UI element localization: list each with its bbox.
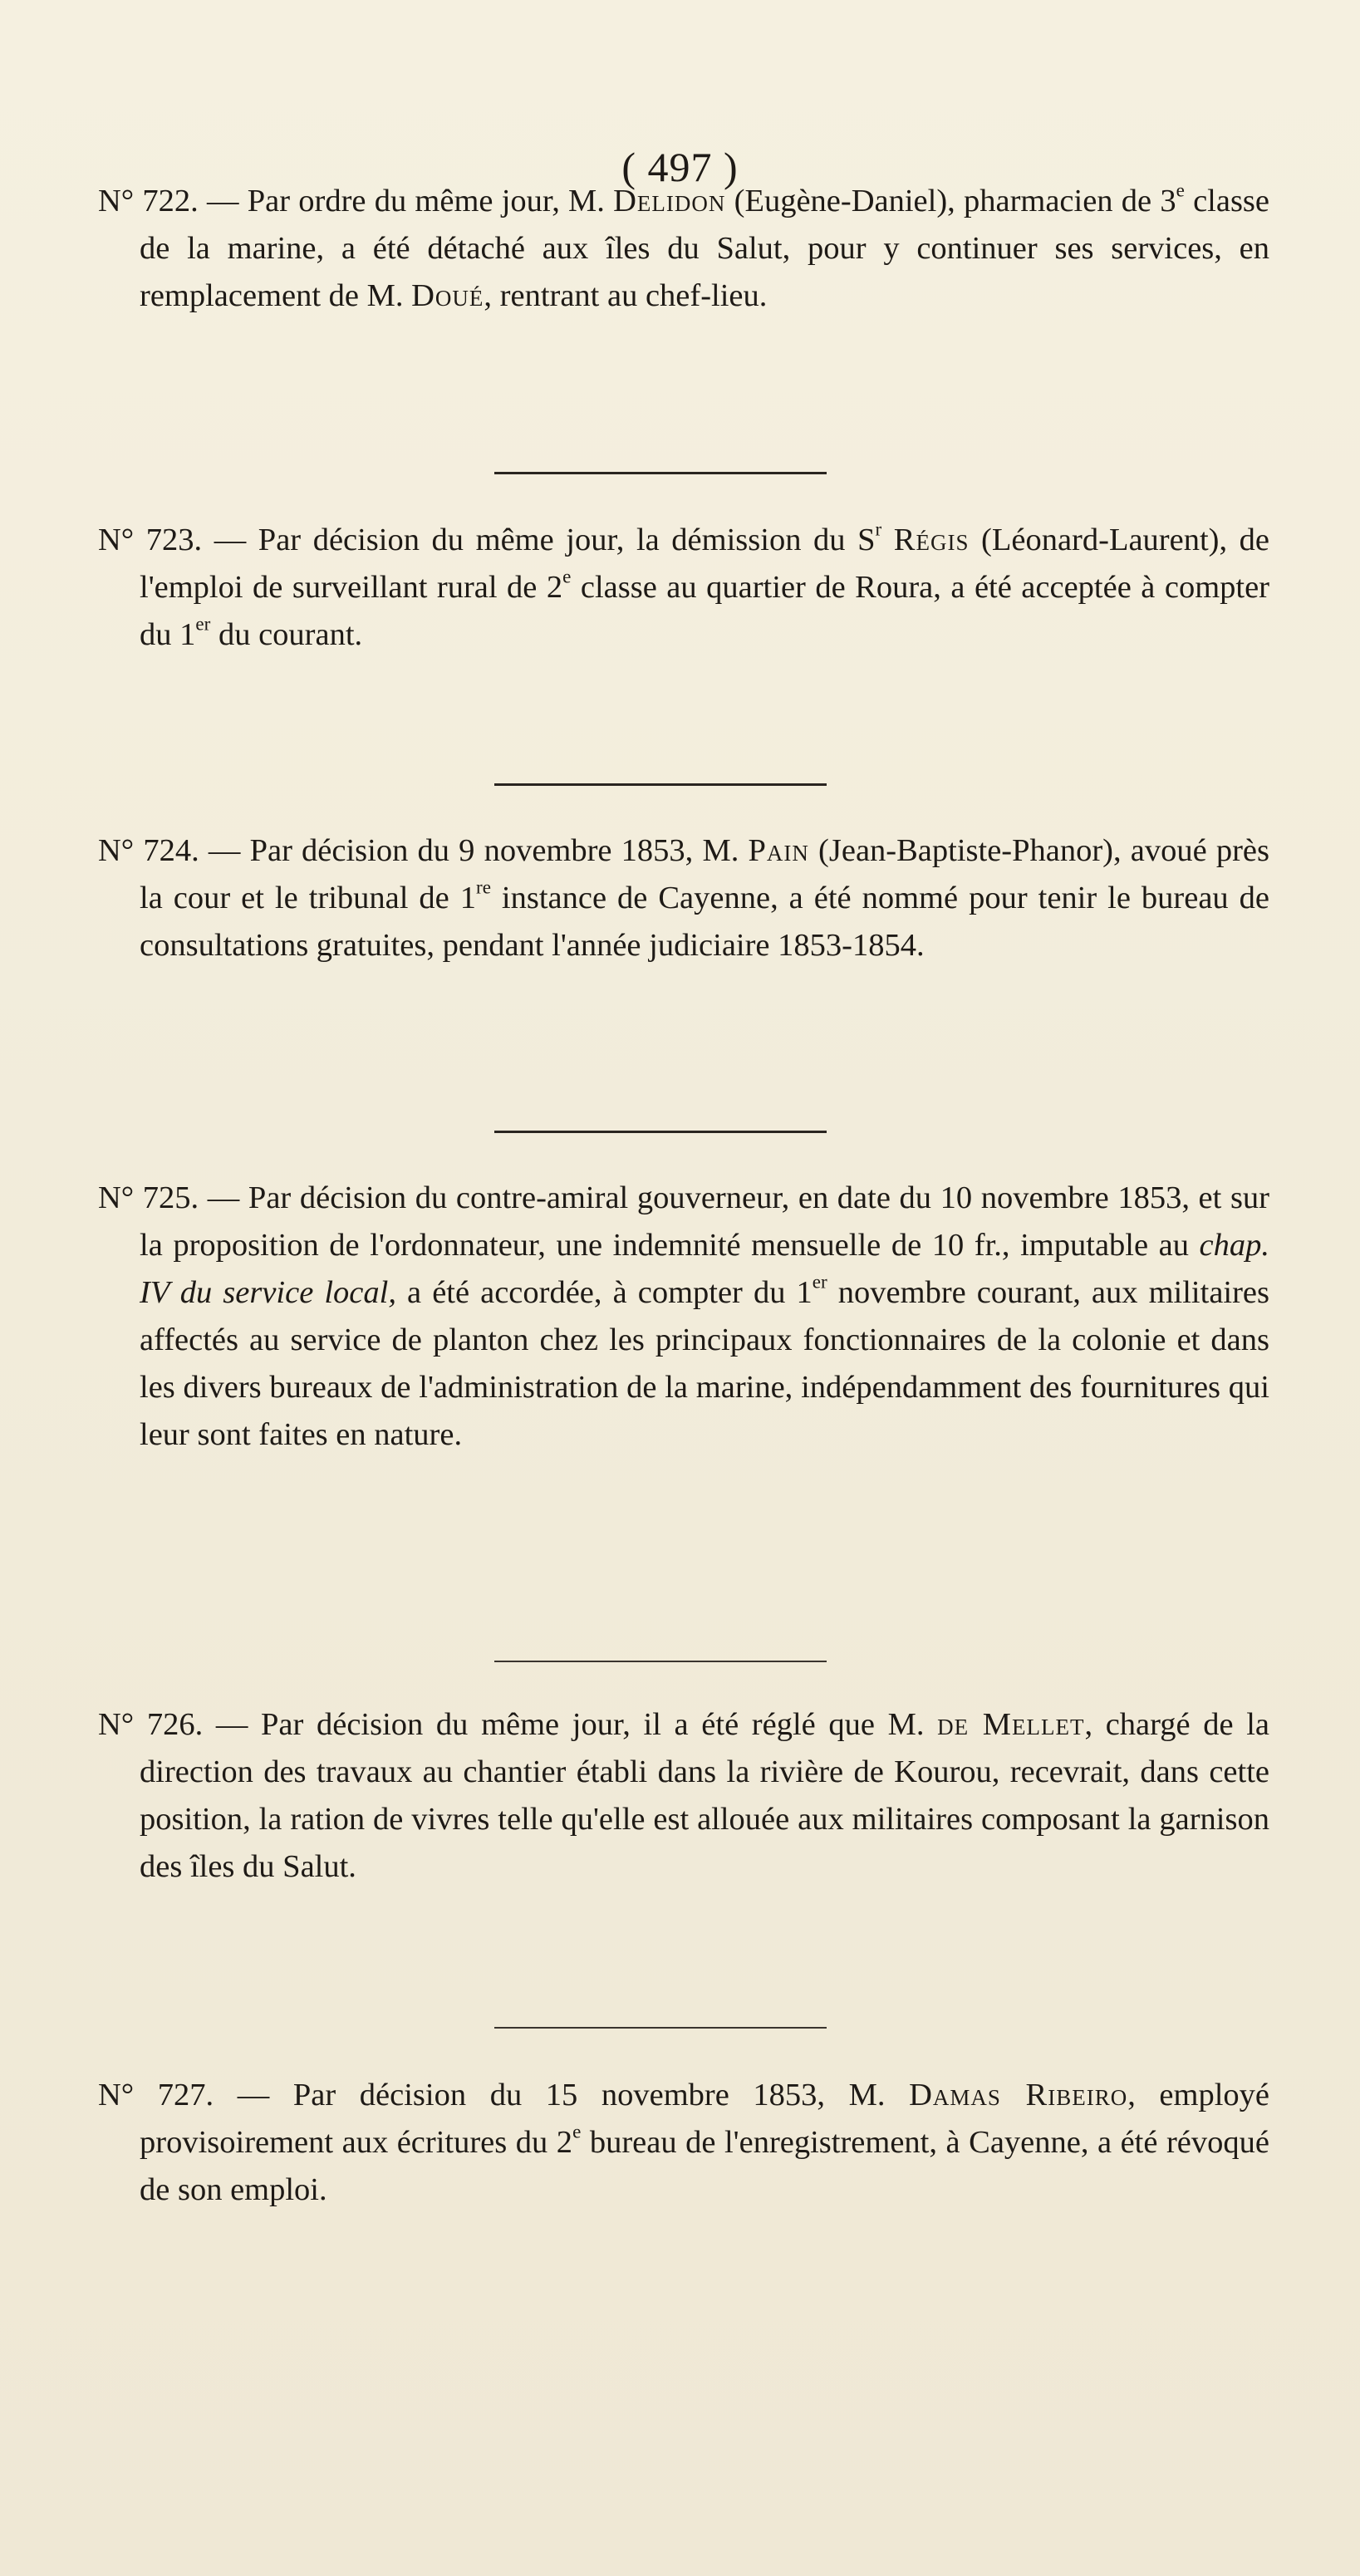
- separator-rule: [494, 1661, 827, 1662]
- entry-number: N° 725.: [98, 1180, 199, 1215]
- person-name: Damas Ribeiro: [909, 2078, 1128, 2112]
- person-name: Delidon: [613, 184, 726, 218]
- separator-rule: [494, 472, 827, 474]
- separator-rule: [494, 783, 827, 786]
- page-number: ( 497 ): [621, 144, 739, 190]
- entry-number: N° 727.: [98, 2078, 214, 2112]
- separator-rule: [494, 1131, 827, 1133]
- entry-724: N° 724. — Par décision du 9 novembre 1853, M. Pain (Jean-Baptiste-Phanor), avoué près la cour et le tribunal de 1re instance de Cayenne, a été nommé pour tenir le bureau de consultations gratuites, pendant l'année judiciaire 1853-1854.: [98, 833, 1270, 963]
- person-name: Doué: [411, 278, 484, 313]
- person-name: de Mellet: [937, 1707, 1085, 1742]
- entry-number: N° 724.: [98, 833, 199, 868]
- entry-727: N° 727. — Par décision du 15 novembre 1853, M. Damas Ribeiro, employé provisoirement aux écritures du 2e bureau de l'enregistrement, à Cayenne, a été révoqué de son emploi.: [98, 2078, 1269, 2207]
- entry-726: N° 726. — Par décision du même jour, il a été réglé que M. de Mellet, chargé de la direction des travaux au chantier établi dans la rivière de Kourou, recevrait, dans cette position, la ration de vivres telle qu'elle est allouée aux militaires composant la garnison des îles du Salut.: [98, 1707, 1270, 1884]
- entry-722: N° 722. — Par ordre du même jour, M. Delidon (Eugène-Daniel), pharmacien de 3e classe de la marine, a été détaché aux îles du Salut, pour y continuer ses services, en remplacement de M. Doué, rentrant au chef-lieu.: [98, 179, 1270, 313]
- entry-number: N° 726.: [98, 1707, 204, 1742]
- entry-number: N° 722.: [98, 184, 199, 218]
- entry-723: N° 723. — Par décision du même jour, la démission du $S^r$ Régis (Léonard-Laurent), de l'emploi de surveillant rural de 2e classe au quartier de Roura, a été acceptée à compter du 1er du courant.: [98, 518, 1270, 652]
- entry-number: N° 723.: [98, 523, 203, 557]
- person-name: Pain: [748, 833, 809, 868]
- italic-reference: chap. IV du service local,: [140, 1228, 1269, 1310]
- separator-rule: [494, 2027, 827, 2029]
- entry-725: N° 725. — Par décision du contre-amiral gouverneur, en date du 10 novembre 1853, et sur la proposition de l'ordonnateur, une indemnité mensuelle de 10 fr., imputable au chap. IV du service local, a été accordée, à compter du 1er novembre courant, aux militaires affectés au service de planton chez les principaux fonctionnaires de la colonie et dans les divers bureaux de l'administration de la marine, indépendamment des fournitures qui leur sont faites en nature.: [98, 1180, 1270, 1452]
- person-name: Régis: [893, 523, 970, 557]
